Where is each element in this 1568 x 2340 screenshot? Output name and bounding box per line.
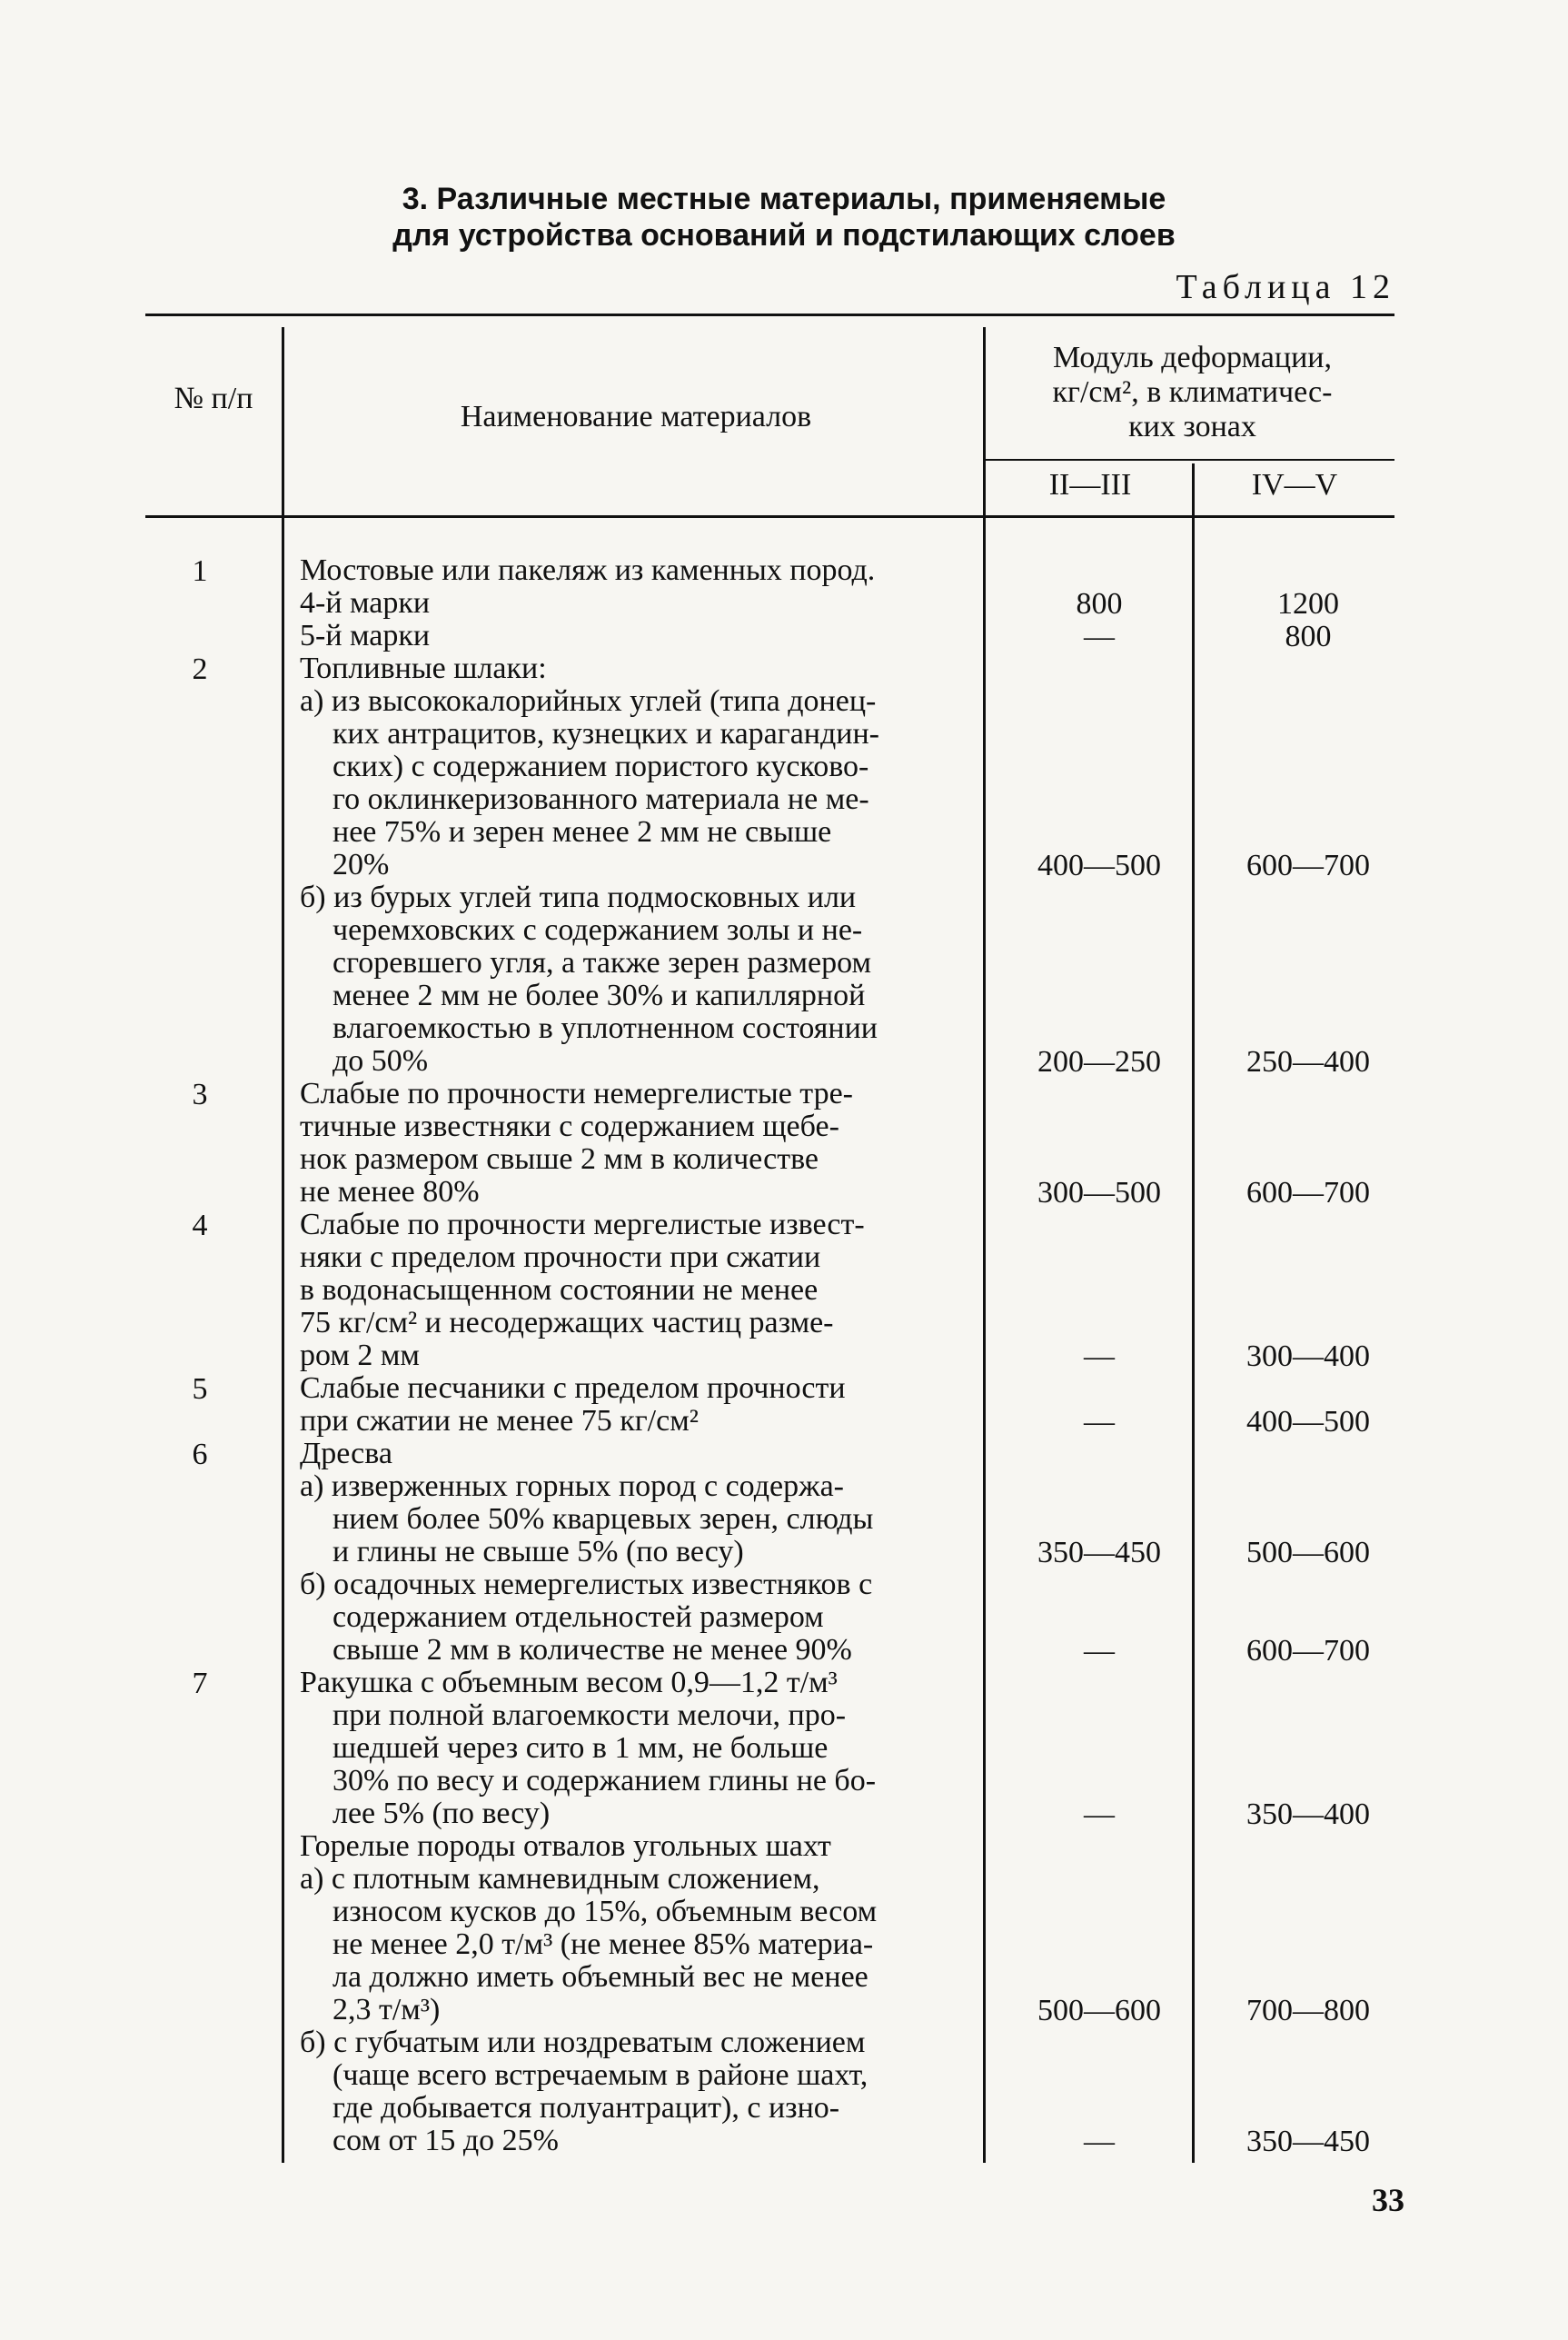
row-number: 6 [192, 1438, 208, 1471]
text-line: содержанием отдельностей размером [332, 1600, 824, 1634]
header-modulus-line2: кг/см², в климатичес- [1052, 375, 1333, 409]
value-zone-4-5: 500—600 [1246, 1536, 1370, 1569]
column-divider-num [282, 327, 284, 2163]
text-line: 2,3 т/м³) [332, 1993, 441, 2026]
value-zone-2-3: 500—600 [1037, 1994, 1161, 2027]
text-line: Мостовые или пакеляж из каменных пород. [300, 553, 876, 587]
value-zone-2-3: 350—450 [1037, 1536, 1161, 1569]
text-line: нее 75% и зерен менее 2 мм не свыше [332, 815, 832, 849]
value-zone-4-5: 800 [1285, 620, 1332, 653]
row-number: 4 [192, 1209, 208, 1242]
value-zone-4-5: 1200 [1277, 587, 1339, 621]
text-line: сгоревшего угля, а также зерен размером [332, 946, 871, 980]
text-line: до 50% [332, 1044, 429, 1078]
section-title-line1: 3. Различные местные материалы, применяемые [402, 182, 1166, 216]
text-line: Ракушка с объемным весом 0,9—1,2 т/м³ [300, 1666, 838, 1699]
value-zone-4-5: 600—700 [1246, 1176, 1370, 1210]
text-line: б) осадочных немергелистых известняков с [300, 1568, 873, 1601]
text-line: в водонасыщенном состоянии не менее [300, 1273, 819, 1307]
text-line: влагоемкостью в уплотненном состоянии [332, 1011, 878, 1045]
text-line: износом кусков до 15%, объемным весом [332, 1895, 878, 1928]
text-line: при сжатии не менее 75 кг/см² [300, 1404, 699, 1438]
text-line: а) с плотным камневидным сложением, [300, 1862, 820, 1896]
text-line: лее 5% (по весу) [332, 1797, 551, 1830]
text-line: черемховских с содержанием золы и не- [332, 913, 863, 947]
header-num: № п/п [174, 382, 253, 415]
value-zone-2-3: — [1084, 1405, 1115, 1439]
text-line: не менее 80% [300, 1175, 480, 1209]
value-zone-2-3: 400—500 [1037, 849, 1161, 882]
section-title-line2: для устройства оснований и подстилающих слоев [392, 218, 1176, 253]
column-divider-zones [1192, 463, 1195, 2163]
header-zone-2-3: II—III [1048, 468, 1132, 502]
text-line: нок размером свыше 2 мм в количестве [300, 1142, 819, 1176]
text-line: ских) с содержанием пористого кусково- [332, 750, 869, 783]
row-number: 5 [192, 1372, 208, 1406]
text-line: свыше 2 мм в количестве не менее 90% [332, 1633, 852, 1667]
column-divider-name [983, 327, 986, 2163]
text-line: б) с губчатым или ноздреватым сложением [300, 2026, 866, 2059]
text-line: няки с пределом прочности при сжатии [300, 1240, 821, 1274]
text-line: не менее 2,0 т/м³ (не менее 85% материа- [332, 1927, 874, 1961]
value-zone-4-5: 600—700 [1246, 1634, 1370, 1668]
value-zone-4-5: 400—500 [1246, 1405, 1370, 1439]
value-zone-2-3: 200—250 [1037, 1045, 1161, 1079]
text-line: шедшей через сито в 1 мм, не больше [332, 1731, 829, 1765]
table-top-rule [145, 314, 1394, 316]
value-zone-2-3: — [1084, 1634, 1115, 1668]
text-line: менее 2 мм не более 30% и капиллярной [332, 979, 866, 1012]
value-zone-4-5: 700—800 [1246, 1994, 1370, 2027]
text-line: Слабые по прочности немергелистые тре- [300, 1077, 853, 1110]
header-modulus-line1: Модуль деформации, [1053, 341, 1332, 374]
text-line: Топливные шлаки: [300, 652, 547, 685]
header-bottom-rule [145, 515, 1394, 518]
header-modulus-line3: ких зонах [1128, 410, 1256, 443]
text-line: 4-й марки [300, 586, 431, 620]
text-line: 75 кг/см² и несодержащих частиц разме- [300, 1306, 834, 1339]
page-number: 33 [1372, 2182, 1404, 2218]
text-line: б) из бурых углей типа подмосковных или [300, 881, 857, 914]
value-zone-2-3: 300—500 [1037, 1176, 1161, 1210]
value-zone-4-5: 250—400 [1246, 1045, 1370, 1079]
value-zone-4-5: 350—400 [1246, 1797, 1370, 1831]
text-line: (чаще всего встречаемым в районе шахт, [332, 2058, 868, 2092]
table-label: Таблица 12 [1176, 268, 1395, 306]
header-zone-4-5: IV—V [1251, 468, 1338, 502]
row-number: 2 [192, 652, 208, 686]
text-line: ром 2 мм [300, 1339, 420, 1372]
text-line: Дресва [300, 1437, 392, 1470]
text-line: при полной влагоемкости мелочи, про- [332, 1698, 847, 1732]
value-zone-4-5: 350—450 [1246, 2125, 1370, 2158]
text-line: сом от 15 до 25% [332, 2124, 559, 2157]
text-line: 5-й марки [300, 619, 431, 652]
text-line: Горелые породы отвалов угольных шахт [300, 1829, 831, 1863]
text-line: Слабые по прочности мергелистые извест- [300, 1208, 865, 1241]
text-line: ких антрацитов, кузнецких и карагандин- [332, 717, 880, 751]
text-line: Слабые песчаники с пределом прочности [300, 1371, 846, 1405]
materials-description-column [300, 554, 981, 2157]
row-number: 1 [192, 554, 208, 588]
text-line: го оклинкеризованного материала не ме- [332, 782, 869, 816]
text-line: 20% [332, 848, 390, 881]
value-zone-2-3: — [1084, 2125, 1115, 2158]
row-number: 7 [192, 1667, 208, 1700]
zone-header-rule [986, 459, 1394, 461]
value-zone-4-5: 600—700 [1246, 849, 1370, 882]
value-zone-2-3: — [1084, 1339, 1115, 1373]
text-line: 30% по весу и содержанием глины не бо- [332, 1764, 877, 1797]
value-zone-2-3: — [1084, 620, 1115, 653]
row-number: 3 [192, 1078, 208, 1111]
text-line: а) изверженных горных пород с содержа- [300, 1469, 845, 1503]
value-zone-4-5: 300—400 [1246, 1339, 1370, 1373]
text-line: и глины не свыше 5% (по весу) [332, 1535, 744, 1568]
value-zone-2-3: 800 [1076, 587, 1123, 621]
header-name: Наименование материалов [460, 400, 812, 433]
text-line: ла должно иметь объемный вес не менее [332, 1960, 868, 1994]
text-line: нием более 50% кварцевых зерен, слюды [332, 1502, 874, 1536]
text-line: тичные известняки с содержанием щебе- [300, 1110, 839, 1143]
value-zone-2-3: — [1084, 1797, 1115, 1831]
text-line: а) из высококалорийных углей (типа донец- [300, 684, 877, 718]
text-line: где добывается полуантрацит), с изно- [332, 2091, 840, 2125]
